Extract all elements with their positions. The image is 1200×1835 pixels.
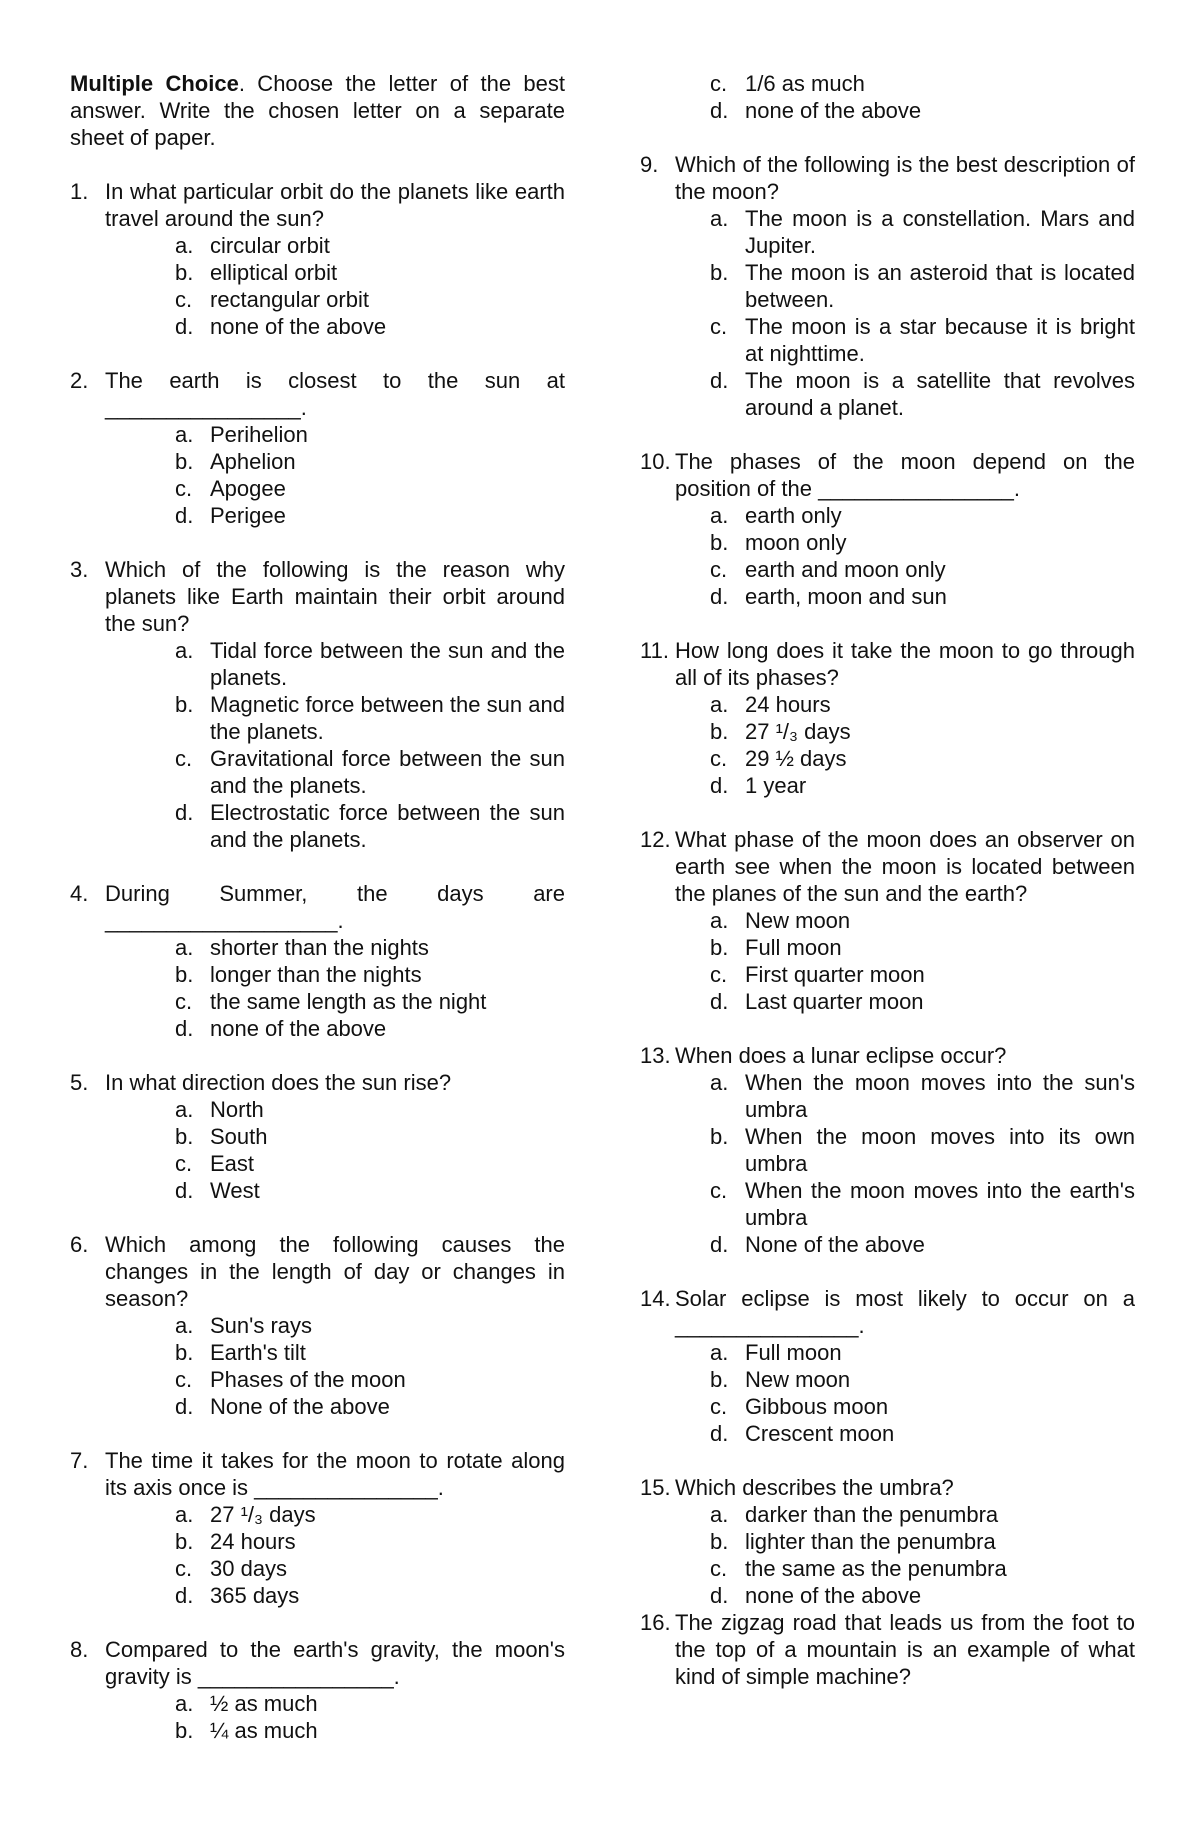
option-letter: a. (710, 1070, 729, 1095)
question-item (640, 637, 1135, 799)
answer-option (640, 313, 1135, 367)
option-letter: a. (175, 935, 194, 960)
answer-option (640, 1069, 1135, 1123)
question-text: Which describes the umbra? (675, 1475, 954, 1500)
option-letter: a. (175, 1691, 194, 1716)
question-text: How long does it take the moon to go through all of its phases? (675, 638, 1135, 690)
instructions (70, 70, 565, 151)
option-letter: b. (175, 962, 194, 987)
option-text: 27 ¹/₃ days (745, 719, 851, 744)
option-text: ½ as much (210, 1691, 318, 1716)
option-text: The moon is a satellite that revolves around a planet. (745, 368, 1135, 420)
option-text: When the moon moves into the earth's umbra (745, 1178, 1135, 1230)
answer-option (640, 556, 1135, 583)
question-stem (70, 178, 565, 232)
option-letter: b. (175, 260, 194, 285)
option-text: The moon is a star because it is bright at nighttime. (745, 314, 1135, 366)
option-text: longer than the nights (210, 962, 422, 987)
option-list (70, 637, 565, 853)
option-text: rectangular orbit (210, 287, 369, 312)
option-text: Last quarter moon (745, 989, 924, 1014)
option-text: none of the above (745, 1583, 922, 1608)
option-text: None of the above (745, 1232, 925, 1257)
question-number: 3. (70, 557, 89, 582)
question-text: The earth is closest to the sun at ________________. (105, 368, 565, 420)
question-stem (640, 1285, 1135, 1339)
option-text: none of the above (210, 1016, 387, 1041)
option-list (640, 502, 1135, 610)
option-letter: a. (710, 503, 729, 528)
option-text: East (210, 1151, 255, 1176)
option-text: Sun's rays (210, 1313, 313, 1338)
option-letter: d. (710, 98, 729, 123)
option-letter: c. (710, 962, 728, 987)
option-text: Perihelion (210, 422, 308, 447)
option-text: Apogee (210, 476, 286, 501)
option-letter: c. (175, 1556, 193, 1581)
answer-option (70, 1123, 565, 1150)
question-item (70, 1069, 565, 1204)
option-letter: b. (710, 935, 729, 960)
question-stem (640, 1474, 1135, 1501)
answer-option (640, 1501, 1135, 1528)
option-text: 29 ½ days (745, 746, 847, 771)
answer-option (640, 1177, 1135, 1231)
answer-option (70, 448, 565, 475)
answer-option (640, 772, 1135, 799)
option-text: earth only (745, 503, 842, 528)
option-letter: a. (175, 1313, 194, 1338)
option-letter: d. (710, 1232, 729, 1257)
option-text: 1 year (745, 773, 807, 798)
question-number: 10. (640, 449, 671, 474)
option-letter: c. (175, 746, 193, 771)
option-letter: b. (175, 692, 194, 717)
answer-option (70, 1015, 565, 1042)
question-text: Which of the following is the best description of the moon? (675, 152, 1135, 204)
question-stem (70, 880, 565, 934)
instructions-heading: Multiple Choice (70, 71, 239, 96)
option-text: Electrostatic force between the sun and the planets. (210, 800, 565, 852)
option-letter: d. (175, 1583, 194, 1608)
question-number: 2. (70, 368, 89, 393)
option-list (70, 1501, 565, 1609)
option-text: The moon is a constellation. Mars and Jupiter. (745, 206, 1135, 258)
answer-option (70, 1339, 565, 1366)
question-text: In what direction does the sun rise? (105, 1070, 452, 1095)
answer-option (70, 1690, 565, 1717)
option-letter: b. (710, 530, 729, 555)
option-list (70, 1312, 565, 1420)
option-text: Perigee (210, 503, 286, 528)
option-text: circular orbit (210, 233, 330, 258)
option-text: moon only (745, 530, 847, 555)
question-item (70, 178, 565, 340)
option-letter: c. (710, 1178, 728, 1203)
question-text: Which of the following is the reason why planets like Earth maintain their orbit around the sun? (105, 557, 565, 636)
option-text: ¼ as much (210, 1718, 318, 1743)
question-item (70, 556, 565, 853)
answer-option (70, 1177, 565, 1204)
question-number: 16. (640, 1610, 671, 1635)
option-letter: a. (175, 638, 194, 663)
answer-option (640, 205, 1135, 259)
question-item (640, 151, 1135, 421)
question-number: 1. (70, 179, 89, 204)
option-letter: a. (710, 1502, 729, 1527)
option-letter: c. (710, 71, 728, 96)
answer-option (640, 1528, 1135, 1555)
option-text: The moon is an asteroid that is located between. (745, 260, 1135, 312)
option-letter: c. (710, 746, 728, 771)
option-text: None of the above (210, 1394, 390, 1419)
question-stem (640, 1609, 1135, 1690)
answer-option (640, 934, 1135, 961)
option-text: Aphelion (210, 449, 296, 474)
option-list (70, 934, 565, 1042)
question-item (70, 1447, 565, 1609)
left-question-list (70, 178, 565, 1744)
answer-option (70, 1717, 565, 1744)
question-item (70, 1636, 565, 1744)
answer-option (640, 1555, 1135, 1582)
answer-option (640, 1366, 1135, 1393)
option-text: First quarter moon (745, 962, 925, 987)
option-letter: a. (710, 908, 729, 933)
question-stem (640, 1042, 1135, 1069)
option-letter: d. (710, 584, 729, 609)
option-letter: c. (710, 1556, 728, 1581)
answer-option (70, 934, 565, 961)
question-number: 15. (640, 1475, 671, 1500)
option-letter: c. (710, 557, 728, 582)
question-stem (70, 1069, 565, 1096)
answer-option (640, 583, 1135, 610)
option-letter: a. (710, 206, 729, 231)
option-letter: d. (175, 503, 194, 528)
answer-option (640, 259, 1135, 313)
option-letter: d. (710, 773, 729, 798)
question-number: 9. (640, 152, 659, 177)
answer-option (70, 475, 565, 502)
question-text: The phases of the moon depend on the position of the ________________. (675, 449, 1135, 501)
answer-option (640, 1582, 1135, 1609)
option-text: lighter than the penumbra (745, 1529, 996, 1554)
option-text: earth, moon and sun (745, 584, 947, 609)
option-letter: a. (710, 692, 729, 717)
option-list (70, 232, 565, 340)
answer-option (70, 1582, 565, 1609)
option-letter: c. (710, 314, 728, 339)
question-item (70, 367, 565, 529)
answer-option (70, 1555, 565, 1582)
option-letter: a. (175, 1097, 194, 1122)
option-letter: c. (175, 1151, 193, 1176)
question-item (640, 1042, 1135, 1258)
question-number: 5. (70, 1070, 89, 1095)
question-item (640, 1285, 1135, 1447)
question-item (640, 1609, 1135, 1690)
answer-option (640, 1393, 1135, 1420)
option-text: South (210, 1124, 268, 1149)
question-stem (640, 637, 1135, 691)
option-list (70, 1690, 565, 1744)
question-item (640, 826, 1135, 1015)
option-text: Tidal force between the sun and the planets. (210, 638, 565, 690)
question-item (70, 1231, 565, 1420)
option-text: New moon (745, 908, 851, 933)
answer-option (640, 718, 1135, 745)
answer-option (640, 988, 1135, 1015)
option-text: 30 days (210, 1556, 288, 1581)
question-number: 12. (640, 827, 671, 852)
answer-option (70, 421, 565, 448)
option-letter: c. (710, 1394, 728, 1419)
option-list (640, 1501, 1135, 1609)
answer-option (70, 1150, 565, 1177)
answer-option (640, 907, 1135, 934)
answer-option (70, 286, 565, 313)
option-text: none of the above (745, 98, 922, 123)
option-letter: b. (175, 449, 194, 474)
answer-option (70, 637, 565, 691)
answer-option (640, 502, 1135, 529)
option-letter: d. (710, 368, 729, 393)
option-letter: d. (175, 314, 194, 339)
option-text: North (210, 1097, 264, 1122)
option-list (640, 1069, 1135, 1258)
question-item (70, 880, 565, 1042)
option-letter: a. (175, 422, 194, 447)
question-item (640, 448, 1135, 610)
question-stem (70, 556, 565, 637)
question-text: When does a lunar eclipse occur? (675, 1043, 1007, 1068)
option-text: 24 hours (210, 1529, 296, 1554)
answer-option (70, 1312, 565, 1339)
answer-option (640, 367, 1135, 421)
option-text: 1/6 as much (745, 71, 865, 96)
option-text: the same length as the night (210, 989, 487, 1014)
question-item (640, 1474, 1135, 1609)
answer-option (70, 799, 565, 853)
answer-option (70, 961, 565, 988)
option-letter: c. (175, 1367, 193, 1392)
option-letter: d. (175, 1178, 194, 1203)
question-text: Which among the following causes the changes in the length of day or changes in season? (105, 1232, 565, 1311)
instructions-text: . Choose the letter of the best answer. Write the chosen letter on a separate sheet of paper. (70, 71, 566, 150)
question-text: During Summer, the days are ___________________. (105, 881, 565, 933)
left-column (70, 70, 565, 1744)
option-text: 365 days (210, 1583, 300, 1608)
option-letter: c. (175, 476, 193, 501)
answer-option (70, 988, 565, 1015)
option-letter: b. (710, 1529, 729, 1554)
question-stem (640, 826, 1135, 907)
question-stem (70, 1636, 565, 1690)
question-text: Compared to the earth's gravity, the moon's gravity is ________________. (105, 1637, 565, 1689)
question-number: 14. (640, 1286, 671, 1311)
option-letter: c. (175, 989, 193, 1014)
option-letter: d. (710, 1583, 729, 1608)
option-text: Magnetic force between the sun and the planets. (210, 692, 565, 744)
question-number: 7. (70, 1448, 89, 1473)
option-text: 27 ¹/₃ days (210, 1502, 316, 1527)
answer-option (640, 1339, 1135, 1366)
option-letter: a. (175, 233, 194, 258)
option-letter: c. (175, 287, 193, 312)
question-text: The time it takes for the moon to rotate along its axis once is _______________. (105, 1448, 565, 1500)
option-text: none of the above (210, 314, 387, 339)
answer-option (640, 70, 1135, 97)
answer-option (70, 745, 565, 799)
question-8-continued-options (640, 70, 1135, 124)
answer-option (70, 1366, 565, 1393)
answer-option (640, 1231, 1135, 1258)
option-letter: b. (710, 719, 729, 744)
option-letter: b. (175, 1124, 194, 1149)
answer-option (640, 961, 1135, 988)
question-text: The zigzag road that leads us from the foot to the top of a mountain is an example of what kind of simple machine? (675, 1610, 1135, 1689)
option-list (640, 205, 1135, 421)
question-text: What phase of the moon does an observer on earth see when the moon is located between the planes of the sun and the earth? (675, 827, 1135, 906)
right-question-list (640, 151, 1135, 1690)
option-text: Gibbous moon (745, 1394, 889, 1419)
option-text: Gravitational force between the sun and the planets. (210, 746, 565, 798)
answer-option (70, 1528, 565, 1555)
option-letter: a. (175, 1502, 194, 1527)
option-text: Crescent moon (745, 1421, 895, 1446)
answer-option (70, 1393, 565, 1420)
option-text: earth and moon only (745, 557, 946, 582)
option-letter: b. (175, 1529, 194, 1554)
option-text: West (210, 1178, 260, 1203)
option-letter: d. (710, 1421, 729, 1446)
option-text: darker than the penumbra (745, 1502, 999, 1527)
answer-option (70, 1096, 565, 1123)
option-list (640, 907, 1135, 1015)
option-list (70, 1096, 565, 1204)
answer-option (640, 745, 1135, 772)
question-stem (70, 1447, 565, 1501)
answer-option (640, 1420, 1135, 1447)
question-number: 11. (640, 638, 669, 663)
question-stem (640, 448, 1135, 502)
option-text: When the moon moves into the sun's umbra (745, 1070, 1135, 1122)
option-text: 24 hours (745, 692, 831, 717)
answer-option (640, 529, 1135, 556)
option-letter: b. (710, 1367, 729, 1392)
option-text: Phases of the moon (210, 1367, 406, 1392)
question-number: 6. (70, 1232, 89, 1257)
option-text: Full moon (745, 935, 842, 960)
option-letter: b. (710, 1124, 729, 1149)
option-letter: b. (175, 1340, 194, 1365)
option-list (70, 421, 565, 529)
question-number: 4. (70, 881, 89, 906)
answer-option (640, 691, 1135, 718)
question-number: 8. (70, 1637, 89, 1662)
option-letter: d. (175, 800, 194, 825)
option-text: shorter than the nights (210, 935, 429, 960)
option-letter: d. (175, 1016, 194, 1041)
answer-option (70, 313, 565, 340)
option-list (640, 1339, 1135, 1447)
answer-option (640, 97, 1135, 124)
option-list (640, 691, 1135, 799)
option-text: elliptical orbit (210, 260, 338, 285)
question-stem (70, 1231, 565, 1312)
answer-option (70, 1501, 565, 1528)
answer-option (70, 502, 565, 529)
option-letter: b. (175, 1718, 194, 1743)
option-text: New moon (745, 1367, 851, 1392)
option-letter: d. (710, 989, 729, 1014)
option-text: When the moon moves into its own umbra (745, 1124, 1135, 1176)
right-column (640, 70, 1135, 1690)
option-text: the same as the penumbra (745, 1556, 1007, 1581)
option-letter: a. (710, 1340, 729, 1365)
option-text: Full moon (745, 1340, 842, 1365)
answer-option (70, 691, 565, 745)
question-text: Solar eclipse is most likely to occur on a _______________. (675, 1286, 1135, 1338)
answer-option (70, 232, 565, 259)
question-stem (640, 151, 1135, 205)
option-text: Earth's tilt (210, 1340, 306, 1365)
question-text: In what particular orbit do the planets like earth travel around the sun? (105, 179, 565, 231)
question-stem (70, 367, 565, 421)
question-number: 13. (640, 1043, 671, 1068)
option-letter: b. (710, 260, 729, 285)
answer-option (70, 259, 565, 286)
option-letter: d. (175, 1394, 194, 1419)
answer-option (640, 1123, 1135, 1177)
